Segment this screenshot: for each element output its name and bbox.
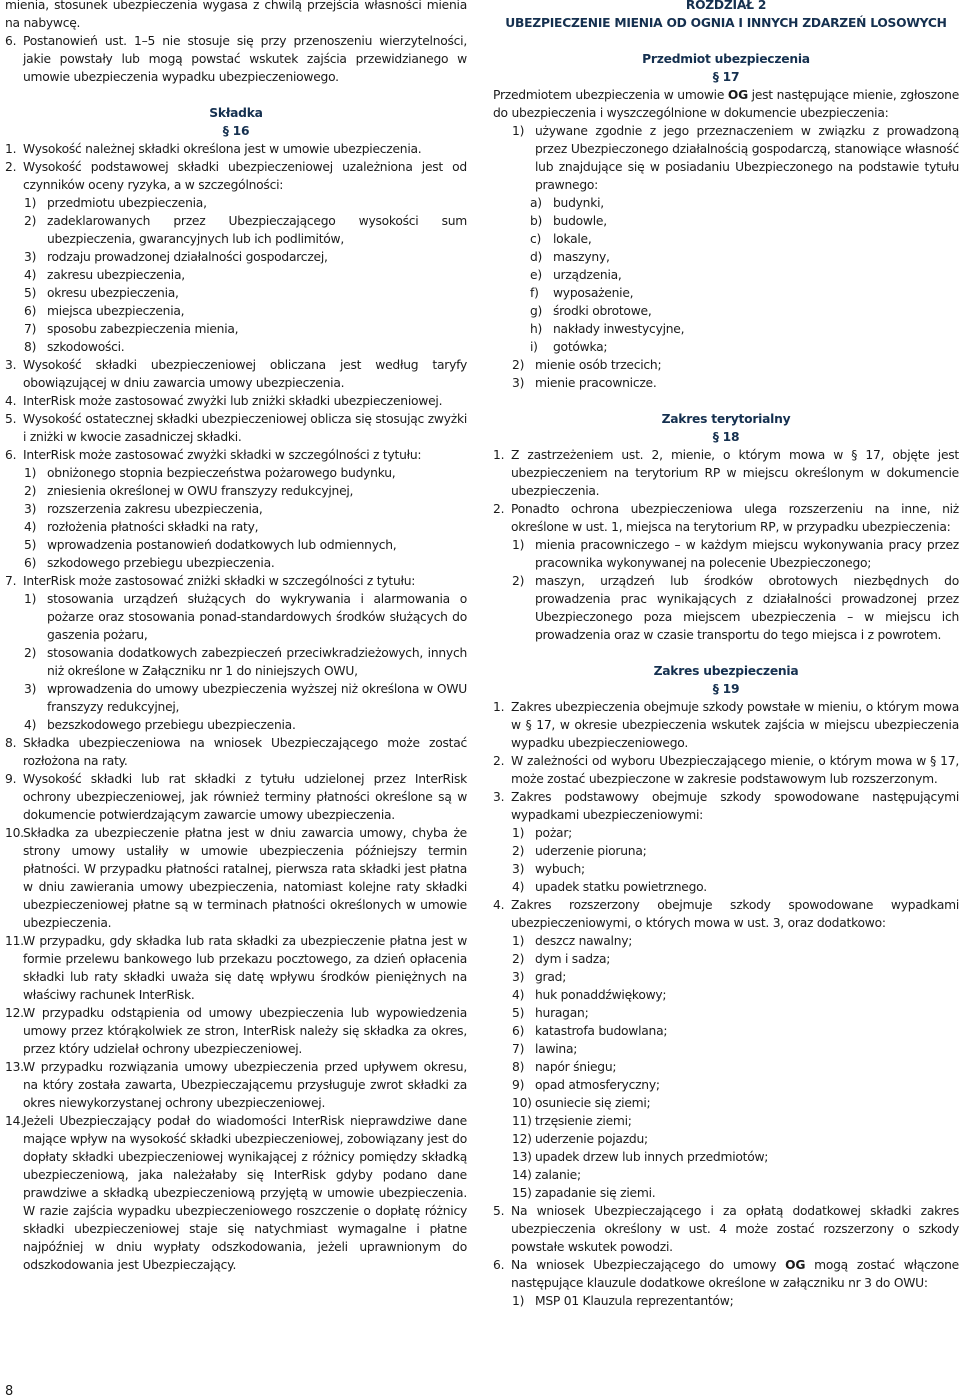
list-item-number: f) — [530, 286, 539, 300]
list-item-number: 8) — [512, 1060, 525, 1074]
list-item-text: wyposażenie, — [553, 286, 634, 300]
list-item-number: e) — [530, 268, 542, 282]
list-item-text: przedmiotu ubezpieczenia, — [47, 196, 207, 210]
s17-item-1-sublist — [493, 194, 959, 356]
list-item-text: mienia pracowniczego – w każdym miejscu wykonywania pracy przez pracownika wykonywanej na polecenie Ubezpieczonego; — [535, 538, 959, 570]
left-column — [5, 0, 467, 1274]
list-item-text: obniżonego stopnia bezpieczeństwa pożarowego budynku, — [47, 466, 396, 480]
s19-item-5: 5. Na wniosek Ubezpieczającego i za opłatą dodatkowej składki zakres ubezpieczenia określony w ust. 4 może zostać rozszerzony o szkody powstałe wskutek powodzi. — [493, 1204, 959, 1254]
list-item-text: rozłożenia płatności składki na raty, — [47, 520, 259, 534]
paragraph-16: § 16 — [222, 124, 250, 138]
list-item-number: 6) — [24, 556, 37, 570]
s17-item-2: 2) mienie osób trzecich; — [512, 358, 662, 372]
item-7: 7. InterRisk może zastosować zniżki składki w szczególności z tytułu: — [5, 574, 416, 588]
list-item-text: trzęsienie ziemi; — [535, 1114, 632, 1128]
s17-item-3: 3) mienie pracownicze. — [512, 376, 657, 390]
list-item-number: 1) — [24, 466, 37, 480]
list-item-text: miejsca ubezpieczenia, — [47, 304, 185, 318]
list-item-text: dym i sadza; — [535, 952, 611, 966]
list-item-number: 5) — [512, 1006, 525, 1020]
section-title-zakres-terytorialny: Zakres terytorialny — [661, 412, 791, 426]
list-item — [5, 248, 467, 266]
list-item-number: 1) — [512, 1294, 525, 1308]
list-item-number: 12) — [512, 1132, 532, 1146]
list-item — [493, 284, 959, 302]
list-item-number: 3) — [512, 862, 525, 876]
list-item-number: 1) — [512, 538, 525, 552]
list-item-number: 10) — [512, 1096, 532, 1110]
list-item-number: 3) — [24, 682, 37, 696]
list-item-number: 9) — [512, 1078, 525, 1092]
s19-item-4-sublist — [493, 932, 959, 1202]
list-item — [493, 230, 959, 248]
list-item — [493, 338, 959, 356]
right-column — [493, 0, 959, 1310]
list-item-text: zapadanie się ziemi. — [535, 1186, 656, 1200]
list-item — [493, 1076, 959, 1094]
s19-item-3-sublist — [493, 824, 959, 896]
list-item-number: b) — [530, 214, 543, 228]
s18-item-2: 2. Ponadto ochrona ubezpieczeniowa ulega rozszerzeniu na inne, niż określone w ust. 1, miejsca na terytorium RP, w przypadku ubezpieczenia: — [493, 502, 959, 534]
list-item-text: pożar; — [535, 826, 573, 840]
item-2: 2. Wysokość podstawowej składki ubezpieczeniowej uzależniona jest od czynników oceny ryzyka, a w szczególności: — [5, 160, 467, 192]
list-item-text: nakłady inwestycyjne, — [553, 322, 685, 336]
list-item-number: 4) — [24, 718, 37, 732]
list-item-text: budowle, — [553, 214, 607, 228]
item-2-sublist — [5, 194, 467, 356]
list-item — [5, 680, 467, 716]
list-item-number: 6) — [24, 304, 37, 318]
list-item — [493, 1184, 959, 1202]
item-11: 11. W przypadku, gdy składka lub rata składki za ubezpieczenie płatna jest w formie przelewu bankowego lub przekazu pocztowego, za dzień opłacenia składki lub raty składki uważa się datę wpływu środków pieniężnych na właściwy rachunek InterRisk. — [5, 934, 467, 1002]
item-10: 10. Składka za ubezpieczenie płatna jest w dniu zawarcia umowy, chyba że strony umowy ustaliły w umowie ubezpieczenia późniejszy termin płatności. W przypadku płatności ratalnej, pierwsza rata składki jest płatna w dniu zawierania umowy ubezpieczenia, natomiast kolejne raty składki ubezpieczeniowej płatne są w terminach płatności określonych w umowie ubezpieczenia. — [5, 826, 467, 930]
list-item-number: 3) — [24, 502, 37, 516]
s19-item-6-sublist — [493, 1292, 959, 1310]
list-item-text: sposobu zabezpieczenia mienia, — [47, 322, 239, 336]
s18-item-1: 1. Z zastrzeżeniem ust. 2, mienie, o którym mowa w § 17, objęte jest ubezpieczeniem na terytorium RP w miejscu określonym w dokumencie ubezpieczenia. — [493, 448, 959, 498]
list-item — [493, 572, 959, 644]
section-title-przedmiot: Przedmiot ubezpieczenia — [642, 52, 810, 66]
list-item — [493, 194, 959, 212]
list-item — [493, 1148, 959, 1166]
list-item-number: 2) — [24, 646, 37, 660]
list-item — [493, 986, 959, 1004]
list-item — [5, 194, 467, 212]
list-item — [493, 1040, 959, 1058]
list-item-text: upadek statku powietrznego. — [535, 880, 707, 894]
s19-item-3: 3. Zakres podstawowy obejmuje szkody spowodowane następującymi wypadkami ubezpieczeniowymi: — [493, 790, 959, 822]
list-item-text: środki obrotowe, — [553, 304, 652, 318]
continuation-text: mienia, stosunek ubezpieczenia wygasa z chwilą przejścia własności mienia na nabywcę. — [5, 0, 467, 30]
list-item-text: huragan; — [535, 1006, 589, 1020]
list-item-number: 1) — [24, 196, 37, 210]
list-item — [5, 320, 467, 338]
list-item-text: budynki, — [553, 196, 604, 210]
item-4: 4. InterRisk może zastosować zwyżki lub zniżki składki ubezpieczeniowej. — [5, 394, 443, 408]
s17-intro: Przedmiotem ubezpieczenia w umowie OG jest następujące mienie, zgłoszone do ubezpieczenia i wyszczególnione w dokumencie ubezpieczenia: — [493, 88, 960, 120]
list-item-text: wybuch; — [535, 862, 585, 876]
list-item — [5, 338, 467, 356]
list-item — [493, 878, 959, 896]
list-item-number: 1) — [512, 826, 525, 840]
list-item-number: 7) — [512, 1042, 525, 1056]
list-item — [5, 266, 467, 284]
list-item-number: h) — [530, 322, 543, 336]
item-3: 3. Wysokość składki ubezpieczeniowej obliczana jest według taryfy obowiązującej w dniu zawarcia umowy ubezpieczenia. — [5, 358, 467, 390]
list-item — [493, 824, 959, 842]
list-item — [493, 1166, 959, 1184]
item-6: 6. Postanowień ust. 1–5 nie stosuje się przy przenoszeniu wierzytelności, jakie powstały lub mogą powstać wskutek zajścia przewidzianego w umowie ubezpieczenia wypadku ubezpieczeniowego. — [5, 34, 467, 84]
list-item — [493, 320, 959, 338]
list-item — [5, 482, 467, 500]
list-item-number: c) — [530, 232, 542, 246]
list-item — [5, 590, 467, 644]
list-item-text: szkodowości. — [47, 340, 125, 354]
list-item — [493, 1058, 959, 1076]
list-item-text: grad; — [535, 970, 567, 984]
list-item — [493, 302, 959, 320]
section-title-zakres-ubezpieczenia: Zakres ubezpieczenia — [653, 664, 799, 678]
list-item-number: 1) — [512, 934, 525, 948]
list-item-number: 3) — [512, 970, 525, 984]
list-item-text: gotówka; — [553, 340, 608, 354]
item-6b: 6. InterRisk może zastosować zwyżki składki w szczególności z tytułu: — [5, 448, 422, 462]
item-12: 12. W przypadku odstąpienia od umowy ubezpieczenia lub wypowiedzenia umowy przez którąkolwiek ze stron, InterRisk należy się składka za okres, przez który udzielał ochrony ubezpieczeniowej. — [5, 1006, 467, 1056]
list-item-number: 2) — [24, 484, 37, 498]
list-item — [493, 842, 959, 860]
list-item — [5, 464, 467, 482]
list-item-text: zniesienia określonej w OWU franszyzy redukcyjnej, — [47, 484, 354, 498]
list-item-text: lawina; — [535, 1042, 578, 1056]
list-item-text: maszyny, — [553, 250, 610, 264]
list-item — [493, 266, 959, 284]
list-item — [5, 500, 467, 518]
list-item-text: uderzenie pojazdu; — [535, 1132, 648, 1146]
list-item-number: 5) — [24, 538, 37, 552]
list-item — [5, 554, 467, 572]
list-item-number: d) — [530, 250, 543, 264]
item-9: 9. Wysokość składki lub rat składki z tytułu udzielonej przez InterRisk ochrony ubezpieczeniowej, jak również terminy płatności określone są w dokumencie potwierdzającym zawarcie umowy ubezpieczenia. — [5, 772, 467, 822]
list-item — [493, 1112, 959, 1130]
s19-item-4: 4. Zakres rozszerzony obejmuje szkody spowodowane wypadkami ubezpieczeniowymi, o których mowa w ust. 3, oraz dodatkowo: — [493, 898, 959, 930]
list-item-number: 4) — [512, 880, 525, 894]
list-item-number: 4) — [512, 988, 525, 1002]
list-item-number: 6) — [512, 1024, 525, 1038]
list-item-text: urządzenia, — [553, 268, 622, 282]
list-item-text: osuniecie się ziemi; — [535, 1096, 651, 1110]
item-7-sublist — [5, 590, 467, 734]
list-item — [493, 1004, 959, 1022]
list-item-text: szkodowego przebiegu ubezpieczenia. — [47, 556, 275, 570]
s19-item-1: 1. Zakres ubezpieczenia obejmuje szkody powstałe w mieniu, o którym mowa w § 17, w okresie ubezpieczenia wskutek zajścia w miejscu ubezpieczenia wypadku ubezpieczeniowego. — [493, 700, 959, 750]
list-item-text: zakresu ubezpieczenia, — [47, 268, 185, 282]
s19-item-2: 2. W zależności od wyboru Ubezpieczającego mienie, o którym mowa w § 17, może zostać ubezpieczone w zakresie podstawowym lub rozszerzonym. — [493, 754, 959, 786]
list-item — [493, 248, 959, 266]
list-item-text: napór śniegu; — [535, 1060, 617, 1074]
list-item — [5, 302, 467, 320]
list-item-number: i) — [530, 340, 538, 354]
list-item-text: katastrofa budowlana; — [535, 1024, 668, 1038]
s17-item-1: 1) używane zgodnie z jego przeznaczeniem w związku z prowadzoną przez Ubezpieczonego działalnością gospodarczą, stanowiące własność lub znajdujące się w posiadaniu Ubezpieczonego na podstawie tytułu prawnego: — [512, 124, 959, 192]
list-item-text: deszcz nawalny; — [535, 934, 633, 948]
list-item-text: maszyn, urządzeń lub środków obrotowych niezbędnych do prowadzenia prac wynikających z działalności prowadzonej przez Ubezpieczonego poza miejscem ubezpieczenia – w miejscu ich prowadzenia oraz w czasie transportu do tego miejsca i z powrotem. — [535, 574, 959, 642]
list-item — [493, 1094, 959, 1112]
list-item-number: 2) — [512, 952, 525, 966]
list-item-text: stosowania urządzeń służących do wykrywania i alarmowania o pożarze oraz stosowania ponad-standardowych środków służących do gaszenia pożaru, — [47, 592, 467, 642]
list-item — [493, 1022, 959, 1040]
paragraph-17: § 17 — [712, 70, 740, 84]
list-item-text: bezszkodowego przebiegu ubezpieczenia. — [47, 718, 296, 732]
list-item-number: 4) — [24, 520, 37, 534]
chapter-number: ROZDZIAŁ 2 — [685, 0, 767, 12]
list-item — [5, 716, 467, 734]
list-item — [5, 644, 467, 680]
list-item-text: huk ponaddźwiękowy; — [535, 988, 667, 1002]
list-item-number: 4) — [24, 268, 37, 282]
chapter-title: UBEZPIECZENIE MIENIA OD OGNIA I INNYCH ZDARZEŃ LOSOWYCH — [505, 16, 947, 30]
list-item-text: lokale, — [553, 232, 592, 246]
paragraph-19: § 19 — [712, 682, 740, 696]
list-item — [5, 284, 467, 302]
item-6-sublist — [5, 464, 467, 572]
list-item-text: upadek drzew lub innych przedmiotów; — [535, 1150, 769, 1164]
list-item — [493, 932, 959, 950]
page-number: 8 — [5, 1384, 14, 1399]
list-item-number: 1) — [24, 592, 37, 606]
list-item-number: 3) — [24, 250, 37, 264]
list-item-text: zalanie; — [535, 1168, 581, 1182]
list-item-number: 8) — [24, 340, 37, 354]
list-item-number: 5) — [24, 286, 37, 300]
list-item-number: 14) — [512, 1168, 532, 1182]
list-item-number: 2) — [24, 214, 37, 228]
section-title-skladka: Składka — [209, 106, 263, 120]
paragraph-18: § 18 — [712, 430, 740, 444]
list-item-number: 15) — [512, 1186, 532, 1200]
list-item-number: 2) — [512, 574, 525, 588]
list-item — [493, 536, 959, 572]
list-item — [493, 860, 959, 878]
s19-item-6: 6. Na wniosek Ubezpieczającego do umowy OG mogą zostać włączone następujące klauzule dodatkowe określone w załączniku nr 3 do OWU: — [493, 1258, 959, 1290]
item-13: 13. W przypadku rozwiązania umowy ubezpieczenia przed upływem okresu, na który została zawarta, Ubezpieczającemu przysługuje zwrot składki za okres niewykorzystanej ochrony ubezpieczeniowej. — [5, 1060, 467, 1110]
list-item-text: wprowadzenia do umowy ubezpieczenia wyższej niż określona w OWU franszyzy redukcyjnej, — [47, 682, 467, 714]
list-item — [5, 518, 467, 536]
list-item-number: 11) — [512, 1114, 532, 1128]
list-item-number: a) — [530, 196, 542, 210]
list-item-text: okresu ubezpieczenia, — [47, 286, 179, 300]
list-item-text: uderzenie pioruna; — [535, 844, 647, 858]
item-14: 14. Jeżeli Ubezpieczający podał do wiadomości InterRisk nieprawdziwe dane mające wpływ na wysokość składki ubezpieczeniowej, zobowiązany jest do dopłaty składki ubezpieczeniowej wynikającej z różnicy pomiędzy składką ubezpieczeniową, jaka należałaby się InterRisk gdyby podano dane prawdziwe a składką ubezpieczeniową przyjętą w umowie ubezpieczenia. W razie zajścia wypadku ubezpieczeniowego roszczenie o dopłatę różnicy składki ubezpieczeniowej staje się natychmiast wymagalne i płatne najpóźniej w dniu wypłaty odszkodowania, jeżeli uprawnionym do odszkodowania jest Ubezpieczający. — [5, 1114, 467, 1272]
list-item-text: zadeklarowanych przez Ubezpieczającego wysokości sum ubezpieczenia, gwarancyjnych lub ich podlimitów, — [47, 214, 467, 246]
list-item — [493, 968, 959, 986]
item-8: 8. Składka ubezpieczeniowa na wniosek Ubezpieczającego może zostać rozłożona na raty. — [5, 736, 467, 768]
list-item — [493, 1130, 959, 1148]
list-item-text: wprowadzenia postanowień dodatkowych lub odmiennych, — [47, 538, 397, 552]
list-item-number: 7) — [24, 322, 37, 336]
item-1: 1. Wysokość należnej składki określona jest w umowie ubezpieczenia. — [5, 142, 422, 156]
list-item-number: 2) — [512, 844, 525, 858]
list-item-text: MSP 01 Klauzula reprezentantów; — [535, 1294, 734, 1308]
s18-item-2-sublist — [493, 536, 959, 644]
list-item — [493, 1292, 959, 1310]
list-item — [493, 950, 959, 968]
list-item-text: stosowania dodatkowych zabezpieczeń przeciwkradzieżowych, innych niż określone w Załączniku nr 1 do niniejszych OWU, — [47, 646, 467, 678]
list-item-text: opad atmosferyczny; — [535, 1078, 660, 1092]
list-item — [493, 212, 959, 230]
list-item — [5, 212, 467, 248]
list-item-number: g) — [530, 304, 543, 318]
list-item-text: rodzaju prowadzonej działalności gospodarczej, — [47, 250, 328, 264]
list-item-text: rozszerzenia zakresu ubezpieczenia, — [47, 502, 263, 516]
list-item-number: 13) — [512, 1150, 532, 1164]
list-item — [5, 536, 467, 554]
item-5: 5. Wysokość ostatecznej składki ubezpieczeniowej oblicza się stosując zwyżki i zniżki w kwocie zasadniczej składki. — [5, 412, 467, 444]
